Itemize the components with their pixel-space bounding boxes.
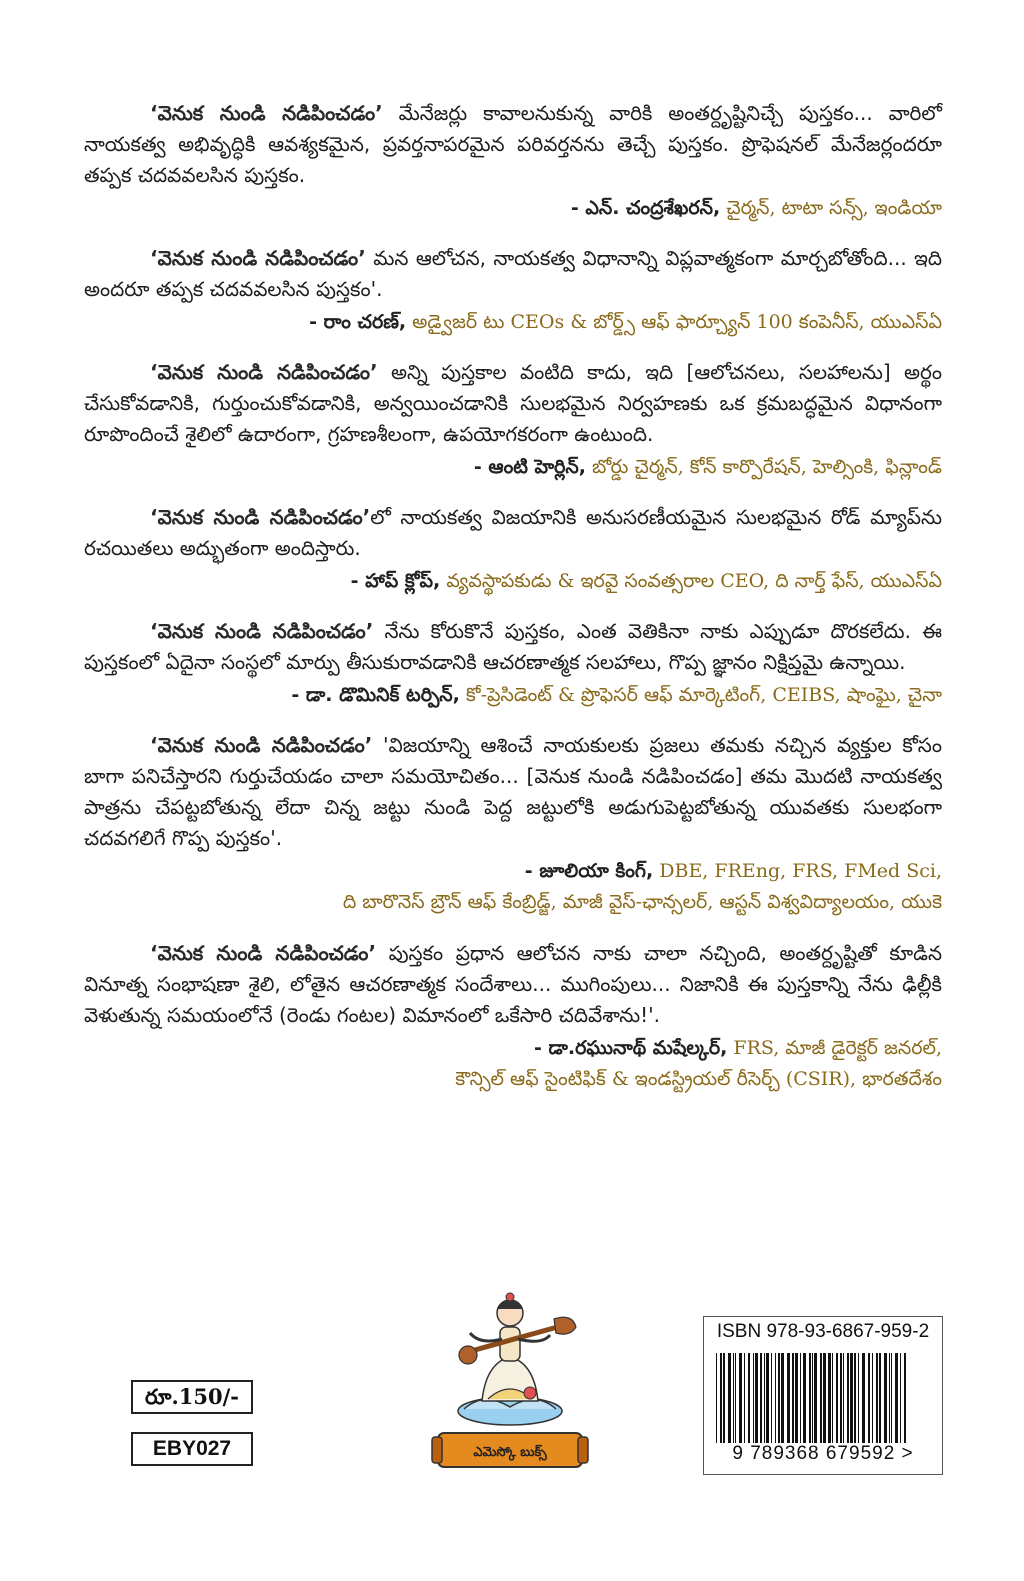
attribution-dash: - (350, 570, 366, 592)
endorser-title: వ్యవస్థాపకుడు & ఇరవై సంవత్సరాల CEO, ది నార్త్ ఫేస్, యుఎస్‌ఏ (440, 570, 942, 592)
barcode-bar (847, 1353, 849, 1443)
barcode-bar (720, 1353, 722, 1443)
quote-body: లో నాయకత్వ విజయానికి అనుసరణీయమైన సులభమైన రోడ్ మ్యాప్‌ను రచయితలు అద్భుతంగా అందిస్తారు. (84, 505, 942, 560)
book-title: వెనుక నుండి నడిపించడం (157, 619, 366, 643)
barcode-bar (872, 1353, 873, 1443)
endorser-attribution (84, 452, 942, 482)
isbn-label: ISBN 978-93-6867-959-2 (716, 1321, 930, 1342)
barcode-number: 9 789368 679592 > (732, 1443, 914, 1464)
endorsement-text: ‘వెనుక నుండి నడిపించడం’ మేనేజర్లు కావాలనుకున్న వారికి అంతర్దృష్టినిచ్చే పుస్తకం... వారిలో నాయకత్వ అభివృద్ధికి ఆవశ్యకమైన, ప్రవర్తనాపరమైన పరివర్తనను తెచ్చే పుస్తకం. ప్రొఫెషనల్ మేనేజర్లందరూ తప్పక చదవవలసిన పుస్తకం. (84, 101, 942, 187)
barcode-bar (723, 1353, 725, 1443)
barcode-bar (904, 1353, 906, 1443)
barcode-bar (891, 1353, 892, 1443)
quote-body: మన ఆలోచన, నాయకత్వ విధానాన్ని విప్లవాత్మకంగా మార్చబోతోంది... ఇది అందరూ తప్పక చదవవలసిన పుస్తకం'. (84, 246, 942, 301)
attribution-dash: - (291, 684, 306, 706)
endorser-attribution (84, 193, 942, 223)
endorser-title: కో-ప్రెసిడెంట్ & ప్రొఫెసర్ ఆఫ్ మార్కెటింగ్, CEIBS, షాంఘై, చైనా (459, 684, 942, 706)
barcode-bar (850, 1353, 853, 1443)
barcode-bar (895, 1353, 898, 1443)
endorsement (84, 730, 942, 918)
endorsement-text: ‘వెనుక నుండి నడిపించడం’ 'విజయాన్ని ఆశించే నాయకులకు ప్రజలు తమకు నచ్చిన వ్యక్తుల కోసం బాగా పనిచేస్తారని గుర్తుచేయడం చాలా సమయోచితం... [వెనుక నుండి నడిపించడం] తమ మొదటి నాయకత్వ పాత్రను చేపట్టబోతున్న లేదా చిన్న జట్టు నుండి పెద్ద జట్టులోకి అడుగుపెట్టబోతున్న యువతకు సులభంగా చదవగలిగే గొప్ప పుస్తకం'. (84, 733, 942, 850)
endorser-name: జూలియా కింగ్, (539, 860, 654, 882)
barcode-bar (876, 1353, 878, 1443)
publisher-logo (424, 1283, 596, 1473)
barcode-bar (836, 1353, 838, 1443)
endorser-name: హాప్ క్లోప్, (365, 570, 441, 592)
quote-body: అన్ని పుస్తకాల వంటిది కాదు, ఇది [ఆలోచనలు, సలహాలను] అర్థం చేసుకోవడానికి, గుర్తుంచుకోవడానికి, అన్వయించడానికి సులభమైన నిర్వహణకు ఒక క్రమబద్ధమైన విధానంగా రూపొందించే శైలిలో ఉదారంగా, గ్రహణశీలంగా, ఉపయోగకరంగా ఉంటుంది. (84, 360, 942, 446)
barcode-bar (728, 1353, 731, 1443)
book-title: వెనుక నుండి నడిపించడం (157, 246, 359, 270)
quote-body: పుస్తకం ప్రధాన ఆలోచన నాకు చాలా నచ్చింది, అంతర్దృష్టితో కూడిన వినూత్న సంభాషణా శైలి, లోతైన ఆచరణాత్మక సందేశాలు... ముగింపులు... నిజానికి ఈ పుస్తకాన్ని నేను ఢిల్లీకి వెళుతున్న సమయంలోనే (రెండు గంటల) విమానంలో ఒకేసారి చదివేశాను!'. (84, 941, 942, 1027)
barcode-bar (787, 1353, 790, 1443)
barcode-bar (733, 1353, 734, 1443)
barcode-bar (753, 1353, 754, 1443)
endorsement-text: ‘వెనుక నుండి నడిపించడం’ మన ఆలోచన, నాయకత్వ విధానాన్ని విప్లవాత్మకంగా మార్చబోతోంది... ఇది అందరూ తప్పక చదవవలసిన పుస్తకం'. (84, 246, 942, 301)
endorser-attribution (84, 307, 942, 337)
endorser-title: బోర్డు చైర్మన్, కోన్ కార్పొరేషన్, హెల్సింకి, ఫిన్లాండ్ (585, 456, 942, 478)
endorser-name: డా.రఘునాథ్ మషేల్కర్, (548, 1037, 728, 1059)
endorser-attribution (84, 1033, 942, 1063)
attribution-dash: - (473, 456, 489, 478)
endorser-title-line2: కౌన్సిల్ ఆఫ్ సైంటిఫిక్ & ఇండస్ట్రియల్ రీసెర్చ్ (CSIR), భారతదేశం (455, 1068, 942, 1090)
book-title: వెనుక నుండి నడిపించడం (157, 101, 376, 125)
barcode-bar (809, 1353, 811, 1443)
barcode-bar (814, 1353, 817, 1443)
publisher-name: ఎమెస్కో బుక్స్ (473, 1445, 547, 1460)
barcode-bar (858, 1353, 859, 1443)
barcode-bar (840, 1353, 842, 1443)
barcode-bar (832, 1353, 833, 1443)
endorser-attribution (84, 680, 942, 710)
endorsement (84, 502, 942, 596)
endorsement (84, 243, 942, 337)
barcode-bar (778, 1353, 780, 1443)
barcode-bar (889, 1353, 890, 1443)
endorser-title: అడ్వైజర్ టు CEOs & బోర్డ్స్ ఆఫ్ ఫార్చ్యూన్ 100 కంపెనీస్, యుఎస్‌ఏ (406, 311, 942, 333)
barcode-bar (792, 1353, 794, 1443)
barcode-bar (744, 1353, 745, 1443)
endorsements (84, 98, 942, 1115)
endorser-name: ఆంటి హెర్లిన్, (488, 456, 586, 478)
barcode-bar (764, 1353, 765, 1443)
endorser-attribution (84, 566, 942, 596)
barcode-bar (812, 1353, 813, 1443)
endorser-name: రాం చరణ్, (323, 311, 407, 333)
attribution-dash: - (524, 860, 540, 882)
barcode (714, 1353, 932, 1443)
endorser-title: FRS, మాజీ డైరెక్టర్ జనరల్, (727, 1037, 942, 1059)
endorsement-text: ‘వెనుక నుండి నడిపించడం’ నేను కోరుకొనే పుస్తకం, ఎంత వెతికినా నాకు ఎప్పుడూ దొరకలేదు. ఈ పుస్తకంలో ఏదైనా సంస్థలో మార్పు తీసుకురావడానికి ఆచరణాత్మక సలహాలు, గొప్ప జ్ఞానం నిక్షిప్తమై ఉన్నాయి. (84, 619, 942, 674)
barcode-bar (862, 1353, 865, 1443)
endorsement (84, 938, 942, 1095)
endorsement (84, 357, 942, 482)
book-title: వెనుక నుండి నడిపించడం (157, 505, 363, 529)
barcode-bar (766, 1353, 769, 1443)
barcode-bar (823, 1353, 826, 1443)
barcode-bar (735, 1353, 736, 1443)
endorser-name: ఎన్. చంద్రశేఖరన్, (585, 197, 721, 219)
barcode-bar (843, 1353, 844, 1443)
endorser-title: చైర్మన్, టాటా సన్స్, ఇండియా (720, 197, 942, 219)
endorser-title-line2: ది బారొనెస్ బ్రౌన్ ఆఫ్ కేంబ్రిడ్జ్, మాజీ వైస్-ఛాన్సలర్, ఆస్టన్ విశ్వవిద్యాలయం, యుకె (342, 891, 942, 913)
barcode-bar (803, 1353, 806, 1443)
attribution-dash: - (533, 1037, 549, 1059)
barcode-bar (716, 1353, 717, 1443)
barcode-bar (781, 1353, 784, 1443)
endorsement-text: ‘వెనుక నుండి నడిపించడం’ అన్ని పుస్తకాల వంటిది కాదు, ఇది [ఆలోచనలు, సలహాలను] అర్థం చేసుకోవడానికి, గుర్తుంచుకోవడానికి, అన్వయించడానికి సులభమైన నిర్వహణకు ఒక క్రమబద్ధమైన విధానంగా రూపొందించే శైలిలో ఉదారంగా, గ్రహణశీలంగా, ఉపయోగకరంగా ఉంటుంది. (84, 360, 942, 446)
barcode-bar (775, 1353, 776, 1443)
barcode-bar (795, 1353, 798, 1443)
endorser-attribution (84, 856, 942, 886)
barcode-bar (739, 1353, 742, 1443)
quote-body: మేనేజర్లు కావాలనుకున్న వారికి అంతర్దృష్టినిచ్చే పుస్తకం... వారిలో నాయకత్వ అభివృద్ధికి ఆవశ్యకమైన, ప్రవర్తనాపరమైన పరివర్తనను తెచ్చే పుస్తకం. ప్రొఫెషనల్ మేనేజర్లందరూ తప్పక చదవవలసిన పుస్తకం. (84, 101, 942, 187)
book-title: వెనుక నుండి నడిపించడం (157, 941, 369, 965)
barcode-bar (900, 1353, 901, 1443)
endorsement-text: ‘వెనుక నుండి నడిపించడం’లో నాయకత్వ విజయానికి అనుసరణీయమైన సులభమైన రోడ్ మ్యాప్‌ను రచయితలు అద్భుతంగా అందిస్తారు. (84, 505, 942, 560)
endorsement (84, 98, 942, 223)
quote-body: 'విజయాన్ని ఆశించే నాయకులకు ప్రజలు తమకు నచ్చిన వ్యక్తుల కోసం బాగా పనిచేస్తారని గుర్తుచేయడం చాలా సమయోచితం... [వెనుక నుండి నడిపించడం] తమ మొదటి నాయకత్వ పాత్రను చేపట్టబోతున్న లేదా చిన్న జట్టు నుండి పెద్ద జట్టులోకి అడుగుపెట్టబోతున్న యువతకు సులభంగా చదవగలిగే గొప్ప పుస్తకం'. (84, 733, 942, 850)
barcode-bar (884, 1353, 887, 1443)
isbn-barcode-box (703, 1316, 943, 1475)
endorser-name: డా. డొమినిక్ టర్పిన్, (305, 684, 460, 706)
barcode-bar (748, 1353, 750, 1443)
barcode-bar (868, 1353, 870, 1443)
attribution-dash: - (570, 197, 586, 219)
barcode-bar (854, 1353, 856, 1443)
barcode-bar (771, 1353, 772, 1443)
book-title: వెనుక నుండి నడిపించడం (157, 733, 365, 757)
book-code-box: EBY027 (131, 1432, 253, 1466)
endorsement-text: ‘వెనుక నుండి నడిపించడం’ పుస్తకం ప్రధాన ఆలోచన నాకు చాలా నచ్చింది, అంతర్దృష్టితో కూడిన వినూత్న సంభాషణా శైలి, లోతైన ఆచరణాత్మక సందేశాలు... ముగింపులు... నిజానికి ఈ పుస్తకాన్ని నేను ఢిల్లీకి వెళుతున్న సమయంలోనే (రెండు గంటల) విమానంలో ఒకేసారి చదివేశాను!'. (84, 941, 942, 1027)
barcode-bar (755, 1353, 758, 1443)
endorsement (84, 616, 942, 710)
barcode-bar (879, 1353, 881, 1443)
barcode-bar (820, 1353, 822, 1443)
barcode-bar (800, 1353, 801, 1443)
book-title: వెనుక నుండి నడిపించడం (157, 360, 371, 384)
barcode-bar (760, 1353, 762, 1443)
quote-body: నేను కోరుకొనే పుస్తకం, ఎంత వెతికినా నాకు ఎప్పుడూ దొరకలేదు. ఈ పుస్తకంలో ఏదైనా సంస్థలో మార్పు తీసుకురావడానికి ఆచరణాత్మక సలహాలు, గొప్ప జ్ఞానం నిక్షిప్తమై ఉన్నాయి. (84, 619, 942, 674)
attribution-dash: - (309, 311, 324, 333)
price-box: రూ.150/- (131, 1380, 253, 1414)
barcode-bar (828, 1353, 831, 1443)
endorser-title: DBE, FREng, FRS, FMed Sci, (653, 860, 942, 882)
